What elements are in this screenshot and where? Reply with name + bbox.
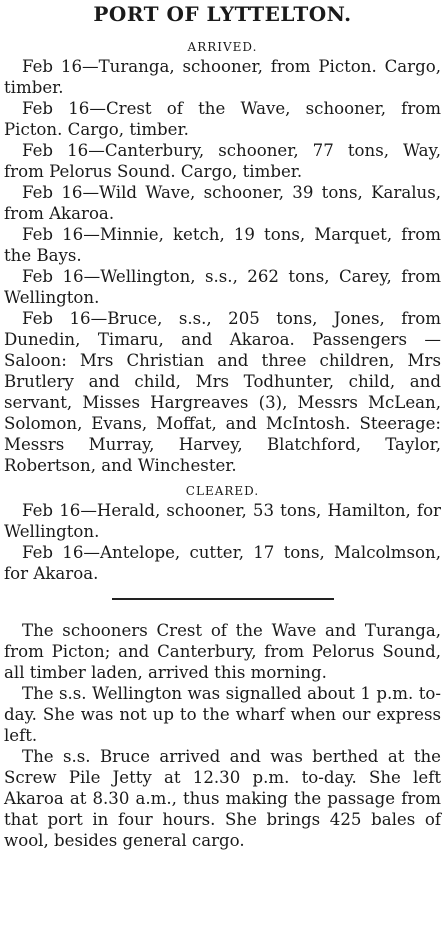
cleared-entry: Feb 16—Antelope, cutter, 17 tons, Malcolmson, for Akaroa. [4, 543, 441, 583]
arrived-entry: Feb 16—Wild Wave, schooner, 39 tons, Karalus, from Akaroa. [4, 183, 441, 223]
arrived-entry: Feb 16—Canterbury, schooner, 77 tons, Way, from Pelorus Sound. Cargo, timber. [4, 141, 441, 181]
arrived-entry: Feb 16—Crest of the Wave, schooner, from Picton. Cargo, timber. [4, 99, 441, 139]
arrived-entry: Feb 16—Minnie, ketch, 19 tons, Marquet, from the Bays. [4, 225, 441, 265]
page-title: PORT OF LYTTELTON. [93, 2, 352, 26]
arrived-entry: Feb 16—Bruce, s.s., 205 tons, Jones, from Dunedin, Timaru, and Akaroa. Passengers —Saloon: Mrs Christian and three children, Mrs Brutlery and child, Mrs Todhunter, child, and servant, Misses Hargreaves (3), Messrs McLean, Solomon, Evans, Moffat, and McIntosh. Steerage: Messrs Murray, Harvey, Blatchford, Taylor, Robertson, and Winchester. [4, 309, 441, 475]
arrived-entry: Feb 16—Turanga, schooner, from Picton. Cargo, timber. [4, 57, 441, 97]
spacer [4, 476, 441, 484]
arrived-heading: ARRIVED. [187, 40, 258, 54]
news-paragraph: The s.s. Wellington was signalled about 1 p.m. to-day. She was not up to the wharf when our express left. [4, 684, 441, 745]
cleared-entry: Feb 16—Herald, schooner, 53 tons, Hamilton, for Wellington. [4, 501, 441, 541]
news-paragraph: The s.s. Bruce arrived and was berthed at the Screw Pile Jetty at 12.30 p.m. to-day. She left Akaroa at 8.30 a.m., thus making the passage from that port in four hours. She brings 425 bales of wool, besides general cargo. [4, 747, 441, 850]
news-paragraph: The schooners Crest of the Wave and Turanga, from Picton; and Canterbury, from Pelorus Sound, all timber laden, arrived this morning. [4, 621, 441, 682]
section-divider [112, 598, 334, 600]
arrived-entry: Feb 16—Wellington, s.s., 262 tons, Carey, from Wellington. [4, 267, 441, 307]
cleared-heading: CLEARED. [185, 484, 260, 498]
